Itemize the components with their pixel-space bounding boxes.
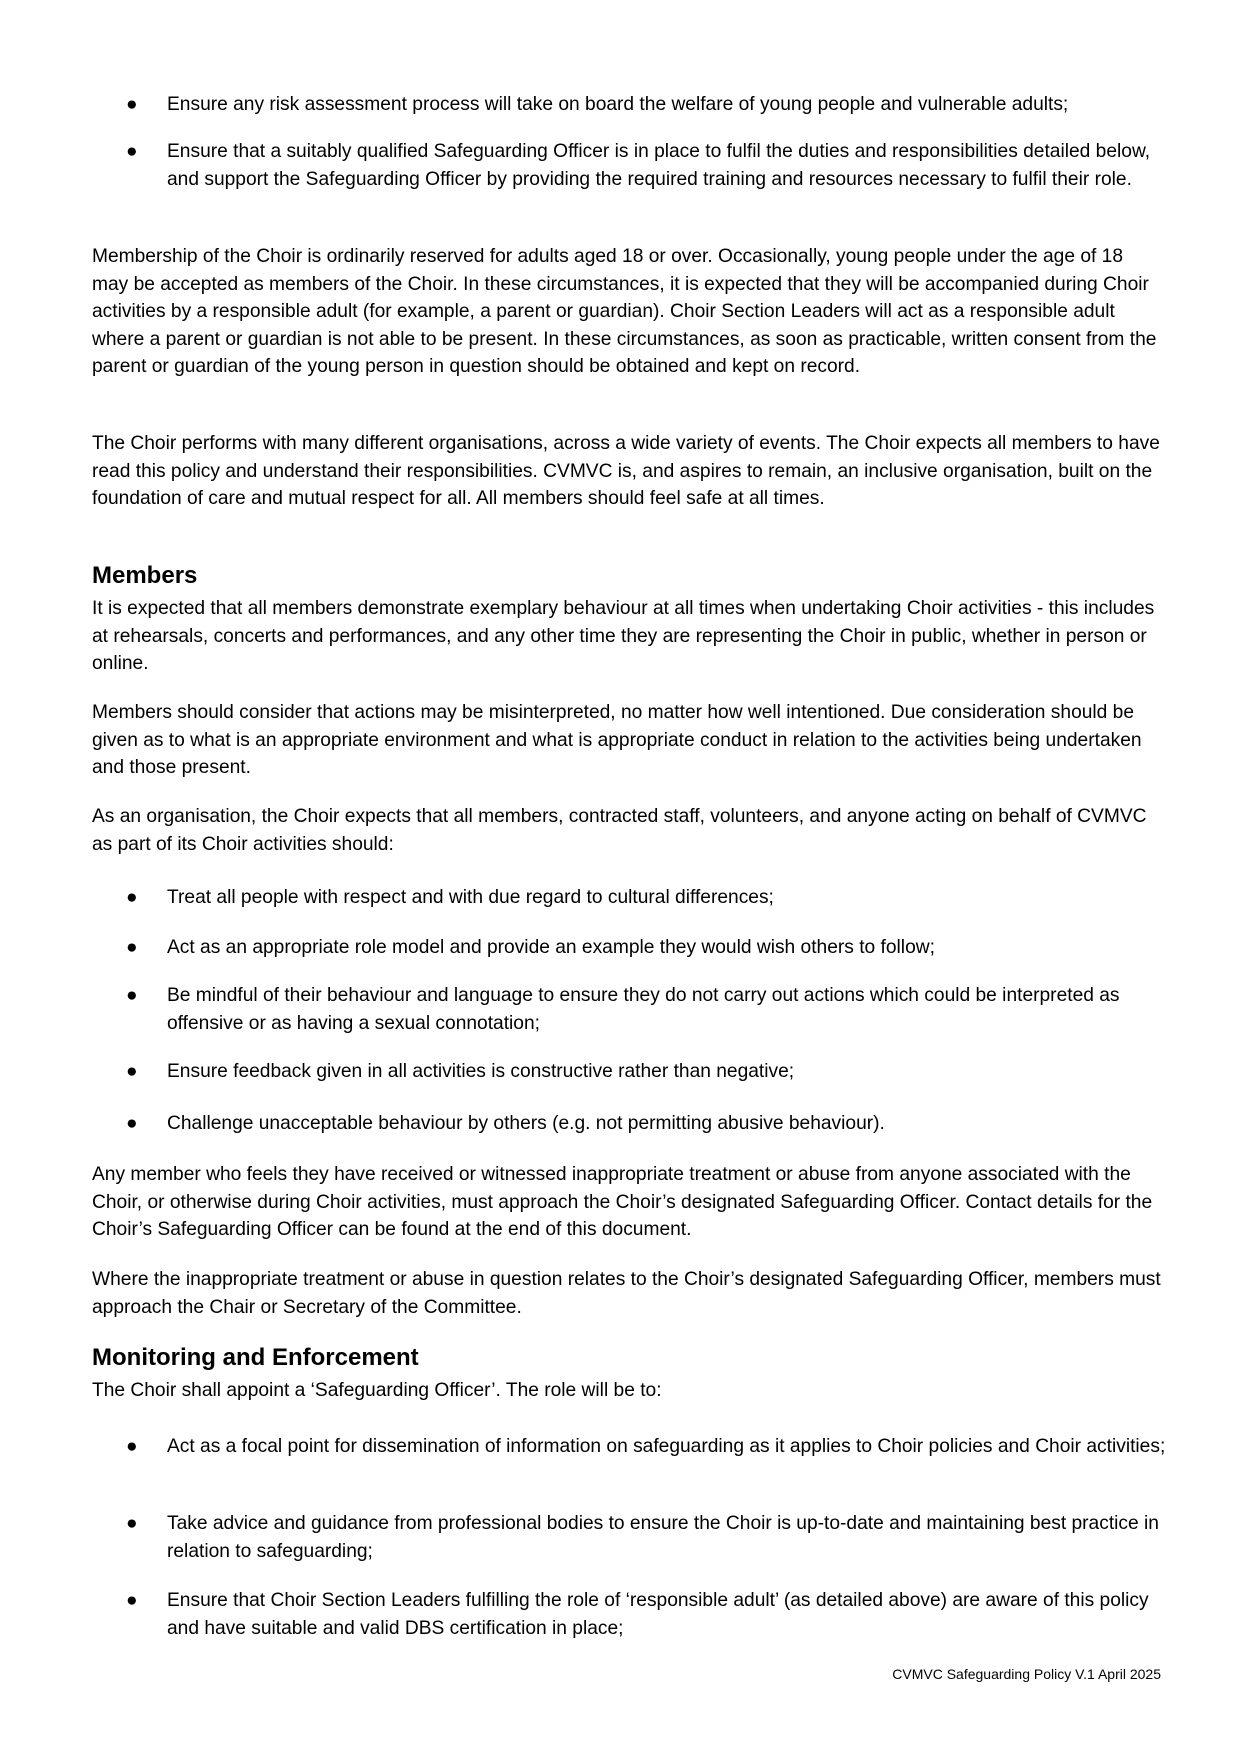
bullet-icon: ● — [126, 887, 138, 908]
list-item-text: Ensure any risk assessment process will take on board the welfare of young people and vulnerable adults; — [167, 94, 1069, 115]
list-item-text: Ensure that Choir Section Leaders fulfilling the role of ‘responsible adult’ (as detailed above) are aware of this policy and have suitable and valid DBS certification in place; — [167, 1590, 1149, 1639]
bullet-icon: ● — [126, 1590, 138, 1611]
list-item-text: Take advice and guidance from professional bodies to ensure the Choir is up-to-date and maintaining best practice in relation to safeguarding; — [167, 1513, 1159, 1562]
paragraph: As an organisation, the Choir expects that all members, contracted staff, volunteers, and anyone acting on behalf of CVMVC as part of its Choir activities should: — [92, 806, 1147, 855]
paragraph: It is expected that all members demonstrate exemplary behaviour at all times when undertaking Choir activities - this includes at rehearsals, concerts and performances, and any other time they are representing the Choir in public, whether in person or online. — [92, 598, 1155, 674]
bullet-icon: ● — [126, 1061, 138, 1082]
bullet-icon: ● — [126, 94, 138, 115]
list-item-text: Ensure that a suitably qualified Safeguarding Officer is in place to fulfil the duties and responsibilities detailed below, and support the Safeguarding Officer by providing the required training and resources necessary to fulfil their role. — [167, 141, 1151, 190]
section-heading: Monitoring and Enforcement — [92, 1344, 419, 1371]
bullet-icon: ● — [126, 1436, 138, 1457]
bullet-icon: ● — [126, 141, 138, 162]
paragraph: Membership of the Choir is ordinarily reserved for adults aged 18 or over. Occasionally, young people under the age of 18 may be accepted as members of the Choir. In these circumstances, it is expected that they will be accompanied during Choir activities by a responsible adult (for example, a parent or guardian). Choir Section Leaders will act as a responsible adult where a parent or guardian is not able to be present. In these circumstances, as soon as practicable, written consent from the parent or guardian of the young person in question should be obtained and kept on record. — [92, 246, 1157, 377]
paragraph: Any member who feels they have received or witnessed inappropriate treatment or abuse from anyone associated with the Choir, or otherwise during Choir activities, must approach the Choir’s designated Safeguarding Officer. Contact details for the Choir’s Safeguarding Officer can be found at the end of this document. — [92, 1164, 1153, 1240]
list-item-text: Act as a focal point for dissemination of information on safeguarding as it applies to Choir policies and Choir activities; — [167, 1436, 1166, 1457]
paragraph: Where the inappropriate treatment or abuse in question relates to the Choir’s designated Safeguarding Officer, members must approach the Chair or Secretary of the Committee. — [92, 1269, 1161, 1318]
list-item-text: Act as an appropriate role model and provide an example they would wish others to follow; — [167, 937, 935, 958]
list-item-text: Challenge unacceptable behaviour by others (e.g. not permitting abusive behaviour). — [167, 1113, 885, 1134]
bullet-icon: ● — [126, 985, 138, 1006]
bullet-icon: ● — [126, 937, 138, 958]
bullet-icon: ● — [126, 1513, 138, 1534]
page-footer: CVMVC Safeguarding Policy V.1 April 2025 — [892, 1666, 1161, 1682]
paragraph: The Choir shall appoint a ‘Safeguarding Officer’. The role will be to: — [92, 1380, 662, 1401]
list-item-text: Ensure feedback given in all activities is constructive rather than negative; — [167, 1061, 795, 1082]
bullet-icon: ● — [126, 1113, 138, 1134]
section-heading: Members — [92, 562, 198, 589]
list-item-text: Be mindful of their behaviour and language to ensure they do not carry out actions which could be interpreted as offensive or as having a sexual connotation; — [167, 985, 1120, 1034]
paragraph: The Choir performs with many different organisations, across a wide variety of events. The Choir expects all members to have read this policy and understand their responsibilities. CVMVC is, and aspires to remain, an inclusive organisation, built on the foundation of care and mutual respect for all. All members should feel safe at all times. — [92, 433, 1160, 509]
paragraph: Members should consider that actions may be misinterpreted, no matter how well intentioned. Due consideration should be given as to what is an appropriate environment and what is appropriate conduct in relation to the activities being undertaken and those present. — [92, 702, 1142, 778]
list-item-text: Treat all people with respect and with due regard to cultural differences; — [167, 887, 774, 908]
